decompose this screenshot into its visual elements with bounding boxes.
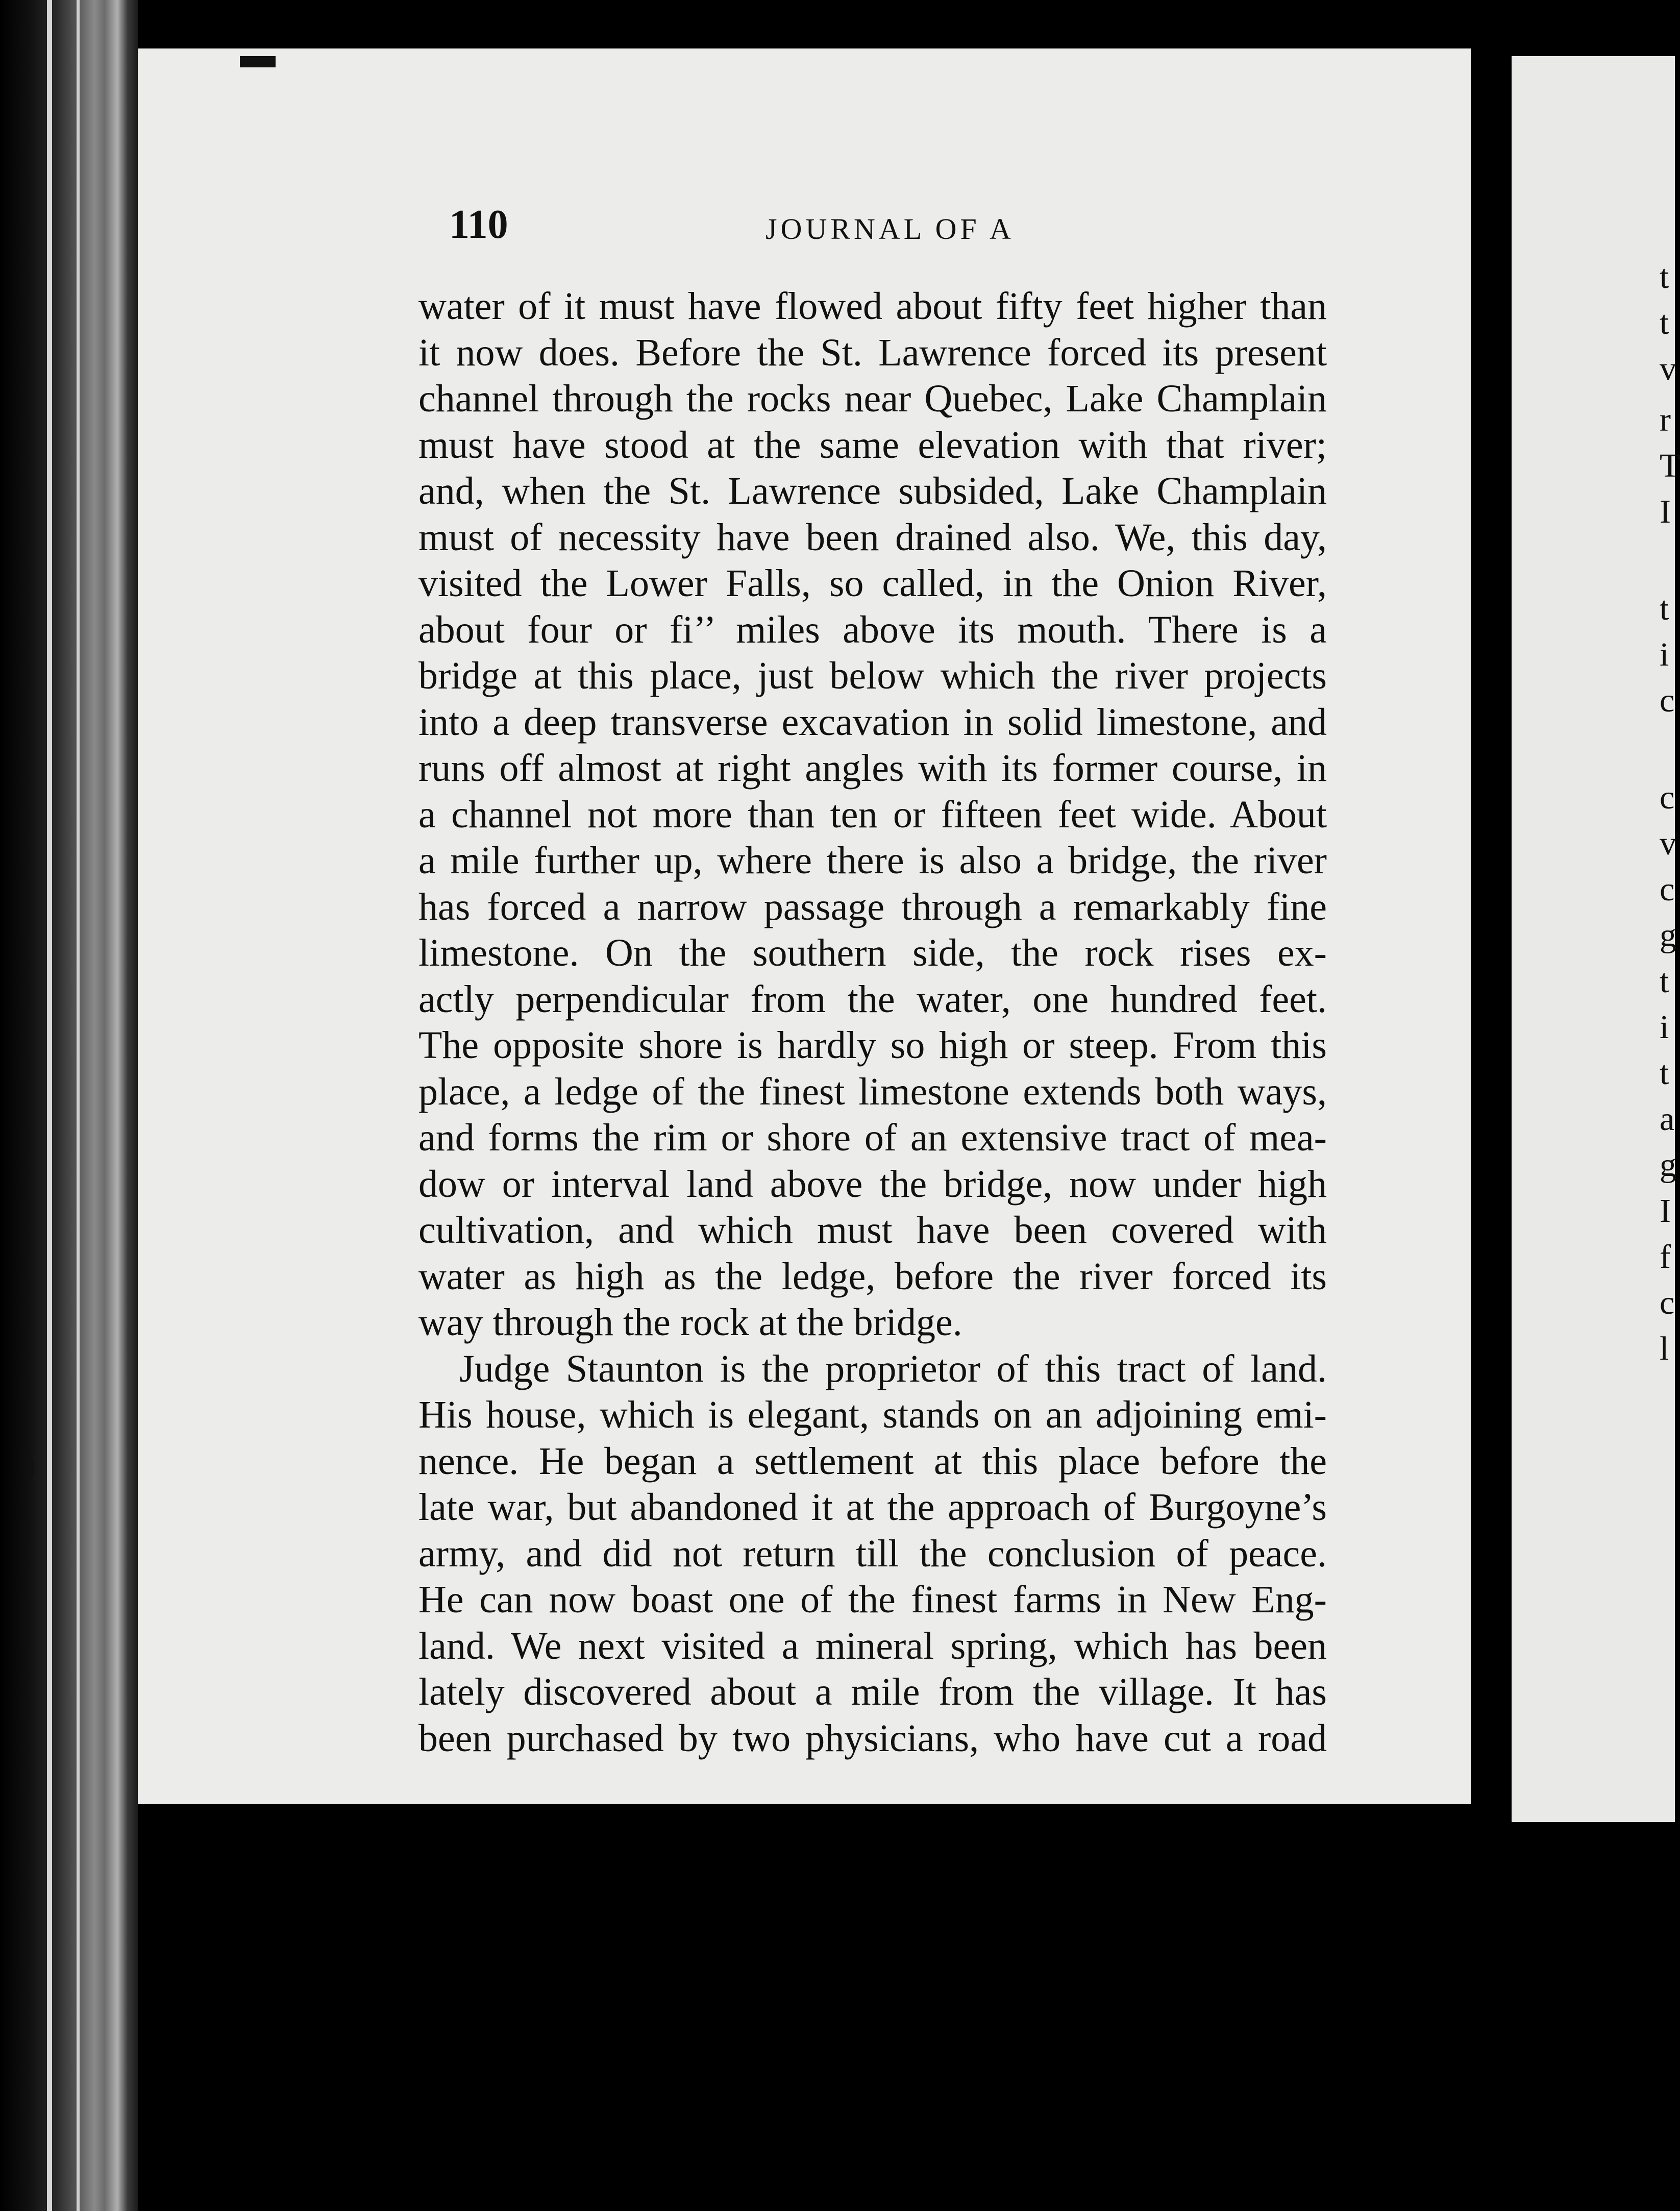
film-edge-rule-inner (77, 0, 80, 2211)
text-line: a channel not more than ten or fifteen feet wide. About (418, 793, 1327, 836)
text-line: must of necessity have been drained also. We, this day, (418, 515, 1327, 559)
facing-page-char: t (1660, 590, 1669, 627)
text-line: about four or fi’’ miles above its mouth. There is a (418, 608, 1327, 651)
page-number: 110 (449, 202, 508, 247)
text-line: dow or interval land above the bridge, now under high (418, 1162, 1327, 1206)
facing-page-char: c (1660, 1284, 1675, 1321)
text-line: late war, but abandoned it at the approach of Burgoyne’s (418, 1486, 1327, 1529)
text-line: bridge at this place, just below which the river projects (418, 654, 1327, 697)
facing-page-char: c (1660, 871, 1675, 908)
text-line: has forced a narrow passage through a remarkably fine (418, 885, 1327, 928)
text-line: into a deep transverse excavation in solid limestone, and (418, 700, 1327, 744)
text-line: channel through the rocks near Quebec, Lake Champlain (418, 377, 1327, 420)
facing-page-char: t (1660, 1054, 1669, 1092)
paragraph (418, 1346, 1327, 1762)
text-line: His house, which is elegant, stands on an adjoining emi- (418, 1393, 1327, 1436)
facing-page-char: f (1660, 1238, 1671, 1275)
text-line: a mile further up, where there is also a bridge, the river (418, 839, 1327, 882)
text-line: army, and did not return till the conclusion of peace. (418, 1532, 1327, 1575)
text-line: actly perpendicular from the water, one hundred feet. (418, 977, 1327, 1021)
scanner-frame-top (0, 0, 1675, 15)
facing-page-char: t (1660, 258, 1669, 296)
facing-page-char: g (1660, 1146, 1676, 1184)
text-line: The opposite shore is hardly so high or steep. From this (418, 1024, 1327, 1067)
facing-page-char: I (1660, 1192, 1671, 1230)
body-text (418, 283, 1327, 1761)
text-line: been purchased by two physicians, who have cut a road (418, 1716, 1327, 1760)
text-line: runs off almost at right angles with its former course, in (418, 747, 1327, 790)
facing-page-char: c (1660, 779, 1675, 816)
facing-page-char: i (1660, 636, 1669, 673)
film-edge-rule (47, 0, 52, 2211)
text-line: place, a ledge of the finest limestone extends both ways, (418, 1070, 1327, 1113)
facing-page-char: v (1660, 350, 1676, 387)
facing-page-char: a (1660, 1100, 1675, 1138)
text-line: and forms the rim or shore of an extensive tract of mea- (418, 1116, 1327, 1159)
text-line: lately discovered about a mile from the village. It has (418, 1670, 1327, 1713)
text-line: visited the Lower Falls, so called, in the Onion River, (418, 562, 1327, 605)
paragraph (418, 283, 1327, 1346)
facing-page-char: r (1660, 401, 1671, 438)
facing-page-char: T (1660, 447, 1680, 484)
text-line: cultivation, and which must have been covered with (418, 1209, 1327, 1251)
scanner-left-margin (0, 0, 138, 2211)
text-line: He can now boast one of the finest farms in New Eng- (418, 1578, 1327, 1621)
facing-page-char: c (1660, 682, 1675, 719)
text-line: must have stood at the same elevation with that river; (418, 423, 1327, 466)
facing-page-char: v (1660, 825, 1676, 862)
running-head (449, 202, 1266, 263)
facing-page-char: l (1660, 1330, 1669, 1367)
scan-blemish (240, 56, 276, 67)
facing-page-char: t (1660, 963, 1669, 1000)
text-line: water of it must have flowed about fifty feet higher than (418, 285, 1327, 328)
facing-page-char: g (1660, 917, 1676, 954)
running-head-title: JOURNAL OF A (765, 212, 1015, 245)
text-line: water as high as the ledge, before the river forced its (418, 1255, 1327, 1298)
facing-page-char: I (1660, 493, 1671, 530)
page-gutter (1471, 15, 1512, 1832)
text-line: Judge Staunton is the proprietor of this tract of land. (459, 1347, 1327, 1390)
facing-page-edge (1512, 56, 1680, 1822)
scan-blemish (31, 1460, 34, 1475)
scanner-bottom-margin (138, 1804, 1490, 2211)
text-line: land. We next visited a mineral spring, which has been (418, 1624, 1327, 1667)
text-line: it now does. Before the St. Lawrence forced its present (418, 331, 1327, 374)
text-line: and, when the St. Lawrence subsided, Lake Champlain (418, 470, 1327, 512)
facing-page-char: t (1660, 304, 1669, 341)
text-line: nence. He began a settlement at this place before the (418, 1439, 1327, 1483)
text-line: limestone. On the southern side, the rock rises ex- (418, 931, 1327, 974)
text-line: way through the rock at the bridge. (418, 1301, 962, 1344)
facing-page-char: i (1660, 1009, 1669, 1046)
